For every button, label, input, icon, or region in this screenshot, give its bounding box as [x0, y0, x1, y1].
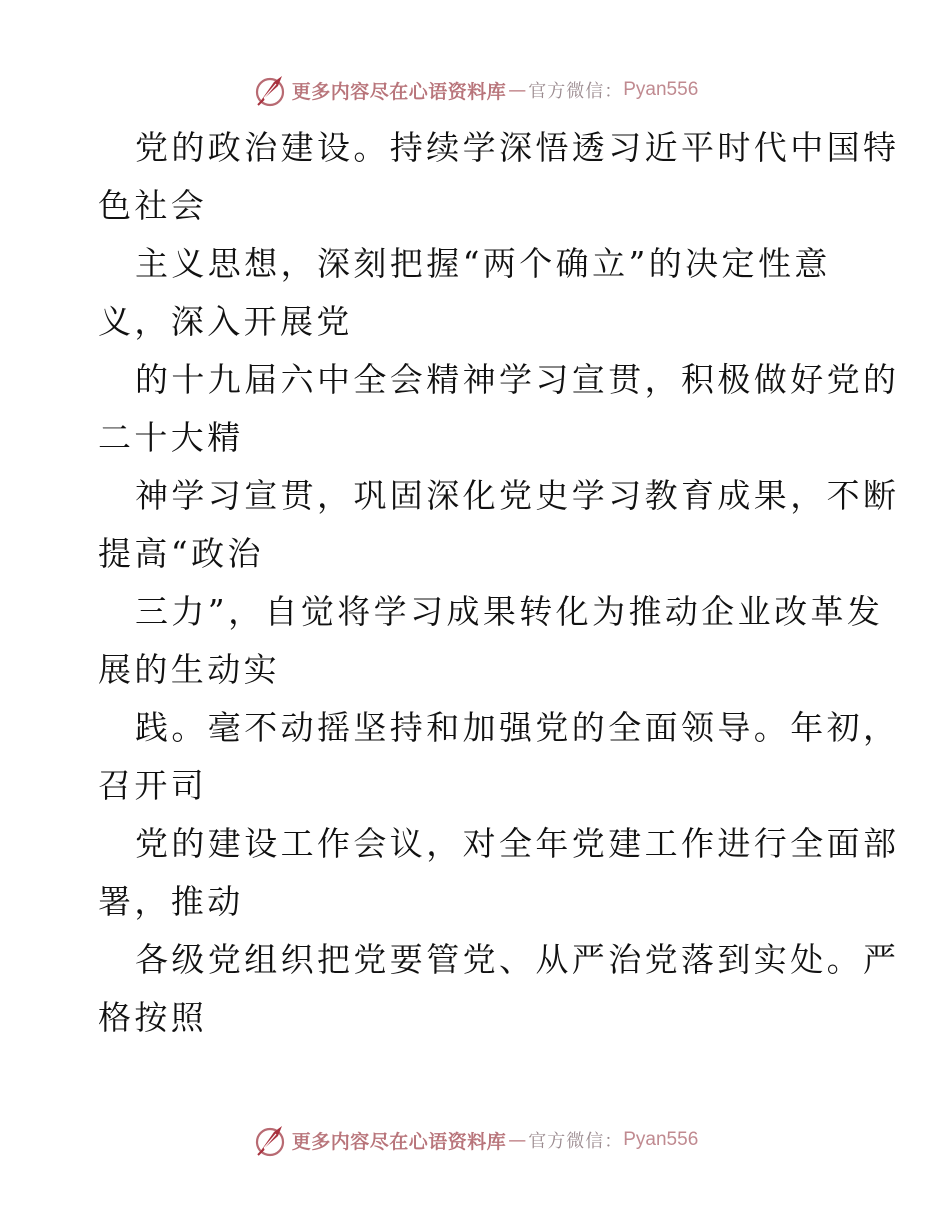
- banner-site-name: 更多内容尽在心语资料库: [291, 1130, 507, 1153]
- paragraph-line: 召开司: [98, 766, 208, 805]
- paragraph-line: 二十大精: [98, 418, 244, 457]
- paragraph-line: 党的建设工作会议，对全年党建工作进行全面部: [135, 824, 900, 863]
- paragraph-line: 各级党组织把党要管党、从严治党落到实处。严: [135, 940, 900, 979]
- paragraph-line: 展的生动实: [98, 650, 280, 689]
- footer-watermark-banner: [0, 1120, 950, 1160]
- paragraph-line: 提高“政治: [98, 534, 264, 573]
- banner-wechat-id: Pyan556: [623, 79, 699, 100]
- banner-dash: —: [508, 1129, 527, 1151]
- banner-wechat-label: 官方微信：: [528, 1131, 624, 1152]
- banner-site-name: 更多内容尽在心语资料库: [291, 80, 507, 103]
- banner-wechat-id: Pyan556: [623, 1129, 699, 1150]
- paragraph-line: 主义思想，深刻把握“两个确立”的决定性意: [135, 244, 831, 283]
- paragraph-line: 党的政治建设。持续学深悟透习近平时代中国特: [135, 128, 900, 167]
- paragraph-line: 格按照: [98, 998, 208, 1037]
- paragraph-line: 色社会: [98, 186, 208, 225]
- paragraph-line: 署，推动: [98, 882, 244, 921]
- paragraph-line: 践。毫不动摇坚持和加强党的全面领导。年初，: [135, 708, 900, 747]
- quill-pen-logo-icon: [252, 1122, 288, 1158]
- banner-wechat-label: 官方微信：: [528, 81, 624, 102]
- banner-dash: —: [508, 79, 527, 101]
- paragraph-line: 三力”，自觉将学习成果转化为推动企业改革发: [135, 592, 884, 631]
- paragraph-line: 义，深入开展党: [98, 302, 353, 341]
- paragraph-line: 神学习宣贯，巩固深化党史学习教育成果，不断: [135, 476, 900, 515]
- paragraph-line: 的十九届六中全会精神学习宣贯，积极做好党的: [135, 360, 900, 399]
